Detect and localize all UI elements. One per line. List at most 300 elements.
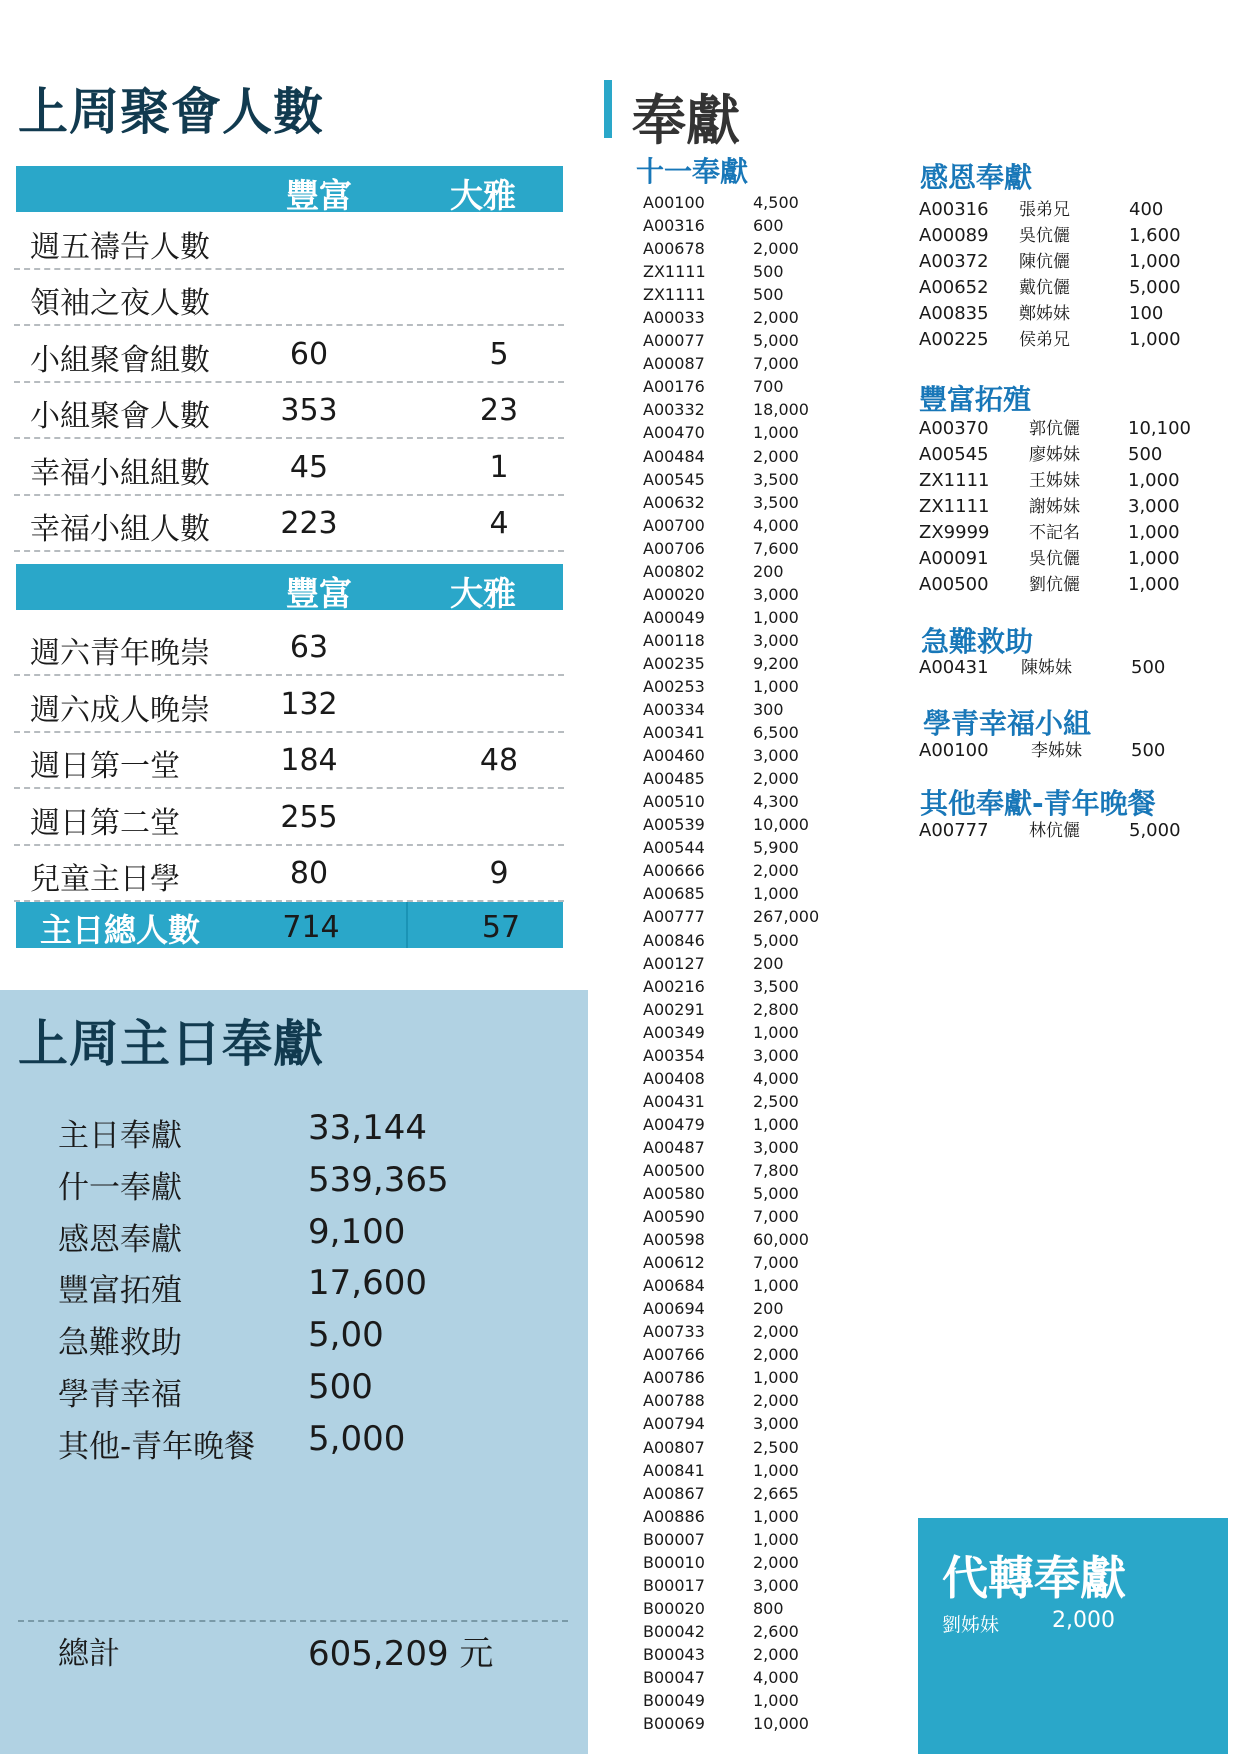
youth-name: 李姊妹 [1031,741,1082,761]
tithe-amount: 4,500 [753,193,799,212]
tithe-code: A00539 [643,815,705,835]
tithe-code: A00216 [643,976,705,996]
tithe-code: A00235 [643,653,705,673]
attendance-row [14,494,564,552]
tithe-code: B00069 [643,1714,705,1734]
tithe-code: A00867 [643,1483,705,1503]
tithe-row [643,952,873,975]
expansion-name: 廖姊妹 [1029,445,1080,465]
thanks-list [919,197,1209,353]
tithe-amount: 2,000 [753,1345,799,1365]
tithe-code: A00684 [643,1276,705,1296]
tithe-row [643,1620,873,1643]
tithe-code: A00354 [643,1045,705,1065]
tithe-row [643,537,873,560]
expansion-title: 豐富拓殖 [919,383,1032,416]
tithe-amount: 3,000 [753,746,799,766]
attendance-row-fengfu: 132 [280,686,338,722]
tithe-amount: 2,000 [753,1391,799,1411]
attendance-row-label: 週六成人晚崇 [30,692,210,728]
tithe-amount: 3,000 [753,1045,799,1065]
expansion-amount: 1,000 [1128,470,1180,491]
expansion-code: A00370 [919,418,989,439]
thanks-name: 鄭姊妹 [1019,304,1070,324]
thanks-name: 陳伉儷 [1019,252,1070,272]
summary-row-label: 感恩奉獻 [58,1221,182,1258]
tithe-code: A00510 [643,792,705,812]
tithe-row [643,790,873,813]
tithe-code: A00253 [643,676,705,696]
tithe-code: A00678 [643,239,705,259]
tithe-code: A00485 [643,769,705,789]
tithe-row [643,744,873,767]
tithe-amount: 1,000 [753,1460,799,1480]
tithe-row [643,905,873,928]
expansion-code: ZX1111 [919,470,990,491]
attendance-row [14,325,564,383]
tithe-row [643,1182,873,1205]
tithe-code: A00479 [643,1114,705,1134]
tithe-code: A00484 [643,446,705,466]
expansion-code: A00545 [919,444,989,465]
tithe-amount: 600 [753,216,784,236]
tithe-amount: 1,000 [753,607,799,627]
tithe-amount: 5,000 [753,331,799,351]
tithe-row [643,583,873,606]
tithe-amount: 1,000 [753,1022,799,1042]
tithe-row [643,1136,873,1159]
thanks-name: 張弟兄 [1019,200,1070,220]
tithe-code: A00544 [643,838,705,858]
tithe-amount: 2,000 [753,769,799,789]
attendance-row-label: 小組聚會組數 [30,342,210,378]
attendance-row [14,438,564,496]
summary-row-value: 5,000 [308,1418,406,1459]
tithe-code: A00706 [643,538,705,558]
tithe-amount: 7,800 [753,1160,799,1180]
tithe-row [643,375,873,398]
tithe-row [643,1366,873,1389]
tithe-row [643,1459,873,1482]
thanks-name: 吳伉儷 [1019,226,1070,246]
tithe-row [643,1274,873,1297]
attendance-row [14,268,564,326]
transfer-amount: 2,000 [1052,1608,1115,1633]
total-label: 主日總人數 [40,911,201,949]
tithe-amount: 300 [753,700,784,720]
tithe-row [643,813,873,836]
summary-row [58,1263,558,1313]
expansion-amount: 1,000 [1128,548,1180,569]
tithe-code: A00788 [643,1391,705,1411]
tithe-code: A00685 [643,884,705,904]
header-col-fengfu: 豐富 [286,574,352,613]
thanks-row [919,197,1209,223]
tithe-row [643,1597,873,1620]
expansion-amount: 3,000 [1128,496,1180,517]
tithe-row [643,283,873,306]
attendance-title: 上周聚會人數 [18,83,324,141]
tithe-row [643,1343,873,1366]
tithe-row [643,1251,873,1274]
summary-row-label: 豐富拓殖 [58,1273,182,1310]
tithe-code: A00470 [643,423,705,443]
tithe-row [643,859,873,882]
tithe-amount: 2,500 [753,1437,799,1457]
tithe-list [643,191,873,1735]
attendance-row-label: 週日第一堂 [30,749,180,785]
attendance-row [14,212,564,270]
summary-row-value: 9,100 [308,1211,406,1252]
tithe-code: B00042 [643,1621,705,1641]
tithe-code: A00349 [643,1022,705,1042]
youth-row [919,738,1209,764]
expansion-amount: 500 [1128,444,1163,465]
attendance-row-daya: 5 [489,336,509,372]
tithe-code: A00077 [643,331,705,351]
summary-row-label: 主日奉獻 [58,1118,182,1154]
tithe-code: A00087 [643,354,705,374]
thanks-name: 戴伉儷 [1019,278,1070,298]
tithe-amount: 1,000 [753,423,799,443]
tithe-code: A00807 [643,1437,705,1457]
thanks-code: A00089 [919,225,989,246]
tithe-title: 十一奉獻 [636,155,749,188]
tithe-amount: 200 [753,953,784,973]
tithe-code: A00033 [643,308,705,328]
attendance-row-label: 領袖之夜人數 [30,286,210,322]
expansion-name: 劉伉儷 [1029,575,1080,595]
tithe-row [643,629,873,652]
attendance-row-daya: 9 [489,856,509,892]
summary-total-value: 605,209 元 [308,1634,494,1674]
thanks-row [919,223,1209,249]
expansion-row [919,442,1209,468]
tithe-amount: 4,000 [753,1068,799,1088]
expansion-code: A00500 [919,574,989,595]
tithe-code: A00846 [643,930,705,950]
relief-code: A00431 [919,657,989,678]
tithe-amount: 3,500 [753,976,799,996]
attendance-row-fengfu: 60 [289,336,329,372]
tithe-amount: 4,000 [753,1668,799,1687]
thanks-code: A00652 [919,277,989,298]
tithe-code: A00408 [643,1068,705,1088]
tithe-row [643,767,873,790]
tithe-row [643,1389,873,1412]
attendance-row-daya: 48 [479,743,519,779]
header-col-daya: 大雅 [450,176,516,215]
summary-row-value: 539,365 [308,1159,449,1200]
tithe-row [643,1482,873,1505]
other-code: A00777 [919,820,989,841]
tithe-amount: 2,000 [753,446,799,466]
attendance-row-label: 週六青年晚崇 [30,636,210,671]
tithe-code: A00316 [643,216,705,236]
other-list [919,818,1209,844]
thanks-amount: 1,600 [1129,225,1181,246]
attendance-row [14,381,564,439]
tithe-code: A00431 [643,1091,705,1111]
tithe-amount: 3,000 [753,1414,799,1434]
tithe-amount: 7,000 [753,1253,799,1273]
other-row [919,818,1209,844]
tithe-row [643,468,873,491]
tithe-amount: 500 [753,285,784,305]
relief-amount: 500 [1131,657,1166,678]
youth-code: A00100 [919,740,989,761]
thanks-row [919,275,1209,301]
other-amount: 5,000 [1129,820,1181,841]
tithe-code: A00666 [643,861,705,881]
relief-list [919,655,1209,681]
tithe-amount: 1,000 [753,1276,799,1296]
tithe-amount: 2,000 [753,1322,799,1342]
tithe-row [643,698,873,721]
tithe-code: A00341 [643,723,705,743]
attendance-header-2 [16,564,563,613]
expansion-amount: 10,100 [1128,418,1191,439]
tithe-code: A00766 [643,1345,705,1365]
tithe-row [643,721,873,744]
tithe-code: B00010 [643,1552,705,1572]
total-daya: 57 [481,910,521,945]
attendance-row-fengfu: 223 [280,506,338,541]
tithe-amount: 2,000 [753,1552,799,1572]
tithe-code: A00580 [643,1184,705,1204]
attendance-row-label: 週日第二堂 [30,805,180,841]
youth-list [919,738,1209,764]
tithe-amount: 10,000 [753,1714,809,1734]
thanks-row [919,301,1209,327]
expansion-code: A00091 [919,548,989,569]
tithe-amount: 200 [753,1299,784,1319]
tithe-row [643,260,873,283]
attendance-row-fengfu: 80 [289,856,329,892]
tithe-row [643,306,873,329]
tithe-row [643,560,873,583]
attendance-row-fengfu: 255 [280,799,338,835]
tithe-amount: 6,500 [753,723,799,743]
tithe-amount: 3,000 [753,630,799,650]
tithe-code: A00632 [643,492,705,512]
tithe-amount: 5,900 [753,838,799,858]
tithe-code: A00700 [643,515,705,535]
tithe-amount: 1,000 [753,1114,799,1134]
tithe-row [643,1021,873,1044]
tithe-amount: 2,500 [753,1091,799,1111]
tithe-code: B00049 [643,1691,705,1711]
attendance-row-daya: 23 [479,393,519,429]
tithe-amount: 18,000 [753,400,809,420]
tithe-code: A00100 [643,193,705,212]
tithe-amount: 2,800 [753,999,799,1019]
attendance-row-label: 幸福小組人數 [30,512,210,547]
tithe-amount: 2,000 [753,239,799,259]
tithe-amount: 1,000 [753,1691,799,1711]
tithe-code: B00017 [643,1575,705,1595]
expansion-row [919,416,1209,442]
tithe-code: A00545 [643,469,705,489]
expansion-name: 郭伉儷 [1029,419,1080,439]
thanks-amount: 100 [1129,303,1164,324]
thanks-amount: 1,000 [1129,251,1181,272]
thanks-name: 侯弟兄 [1019,330,1070,350]
tithe-code: A00118 [643,630,705,650]
tithe-amount: 1,000 [753,884,799,904]
summary-row [58,1367,558,1417]
tithe-row [643,1090,873,1113]
expansion-name: 吳伉儷 [1029,549,1080,569]
title-accent-bar [604,80,612,138]
summary-row-value: 5,00 [308,1315,384,1356]
tithe-row [643,1505,873,1528]
relief-title: 急難救助 [921,625,1034,658]
tithe-row [643,237,873,260]
attendance-row-fengfu: 45 [289,449,329,485]
tithe-amount: 1,000 [753,1506,799,1526]
attendance-row-fengfu: 184 [280,743,338,779]
summary-row-value: 500 [308,1367,373,1407]
expansion-row [919,572,1209,598]
tithe-row [643,1528,873,1551]
tithe-amount: 800 [753,1598,784,1618]
tithe-row [643,352,873,375]
tithe-row [643,1205,873,1228]
attendance-row-label: 小組聚會人數 [30,399,210,435]
attendance-header-1 [16,166,563,215]
expansion-row [919,546,1209,572]
transfer-title: 代轉奉獻 [942,1551,1126,1605]
tithe-code: B00007 [643,1529,705,1549]
tithe-amount: 700 [753,377,784,397]
expansion-list [919,416,1209,598]
summary-title: 上周主日奉獻 [18,1015,324,1073]
attendance-row [14,731,564,789]
expansion-row [919,468,1209,494]
tithe-row [643,1412,873,1435]
tithe-row [643,1666,873,1689]
tithe-amount: 5,000 [753,1184,799,1204]
thanks-code: A00835 [919,303,989,324]
tithe-amount: 10,000 [753,815,809,835]
attendance-row [14,675,564,733]
transfer-panel [918,1518,1228,1754]
tithe-code: A00020 [643,584,705,604]
tithe-row [643,445,873,468]
tithe-amount: 200 [753,561,784,581]
tithe-code: A00334 [643,700,705,720]
relief-name: 陳姊妹 [1021,658,1072,678]
expansion-row [919,494,1209,520]
tithe-amount: 3,500 [753,492,799,512]
tithe-code: A00291 [643,999,705,1019]
tithe-amount: 1,000 [753,1368,799,1388]
tithe-amount: 2,000 [753,308,799,328]
tithe-amount: 5,000 [753,930,799,950]
summary-total-label: 總計 [58,1636,120,1672]
attendance-row [14,618,564,676]
tithe-code: A00176 [643,377,705,397]
tithe-code: B00020 [643,1598,705,1618]
tithe-row [643,975,873,998]
tithe-row [643,836,873,859]
tithe-row [643,675,873,698]
tithe-row [643,1712,873,1735]
expansion-name: 王姊妹 [1029,471,1080,491]
tithe-row [643,652,873,675]
summary-row-label: 學青幸福 [58,1377,182,1413]
summary-row [58,1419,558,1469]
tithe-amount: 1,000 [753,1529,799,1549]
thanks-code: A00225 [919,329,989,350]
tithe-code: A00841 [643,1460,705,1480]
summary-row [58,1108,558,1158]
tithe-code: B00043 [643,1644,705,1664]
attendance-row-label: 幸福小組組數 [30,455,210,491]
tithe-amount: 3,500 [753,469,799,489]
relief-row [919,655,1209,681]
tithe-row [643,214,873,237]
tithe-code: A00794 [643,1414,705,1434]
tithe-amount: 60,000 [753,1230,809,1250]
thanks-amount: 5,000 [1129,277,1181,298]
tithe-row [643,998,873,1021]
attendance-row [14,788,564,846]
tithe-row [643,1551,873,1574]
attendance-row-fengfu: 63 [289,630,329,665]
tithe-row [643,929,873,952]
tithe-code: A00786 [643,1368,705,1388]
tithe-row [643,1320,873,1343]
tithe-code: A00886 [643,1506,705,1526]
tithe-row [643,1044,873,1067]
summary-divider [18,1620,568,1622]
tithe-code: A00777 [643,907,705,927]
tithe-row [643,1159,873,1182]
youth-title: 學青幸福小組 [923,707,1092,740]
attendance-row-daya: 4 [489,506,509,541]
expansion-amount: 1,000 [1128,574,1180,595]
tithe-amount: 1,000 [753,676,799,696]
tithe-amount: 500 [753,262,784,282]
attendance-row-label: 週五禱告人數 [30,230,210,265]
expansion-name: 謝姊妹 [1029,497,1080,517]
summary-total-row [58,1628,558,1678]
summary-row [58,1160,558,1210]
tithe-code: A00500 [643,1160,705,1180]
tithe-row [643,1574,873,1597]
tithe-code: A00460 [643,746,705,766]
offering-title: 奉獻 [632,89,740,152]
tithe-row [643,1643,873,1666]
tithe-row [643,1297,873,1320]
tithe-code: ZX1111 [643,285,706,305]
summary-row-value: 33,144 [308,1108,427,1148]
tithe-amount: 3,000 [753,584,799,604]
summary-row [58,1212,558,1262]
summary-row-value: 17,600 [308,1263,427,1304]
tithe-row [643,491,873,514]
tithe-row [643,398,873,421]
tithe-row [643,1113,873,1136]
tithe-row [643,514,873,537]
attendance-row [14,844,564,902]
tithe-amount: 267,000 [753,907,820,927]
tithe-row [643,606,873,629]
tithe-amount: 3,000 [753,1575,799,1595]
tithe-amount: 7,600 [753,538,799,558]
